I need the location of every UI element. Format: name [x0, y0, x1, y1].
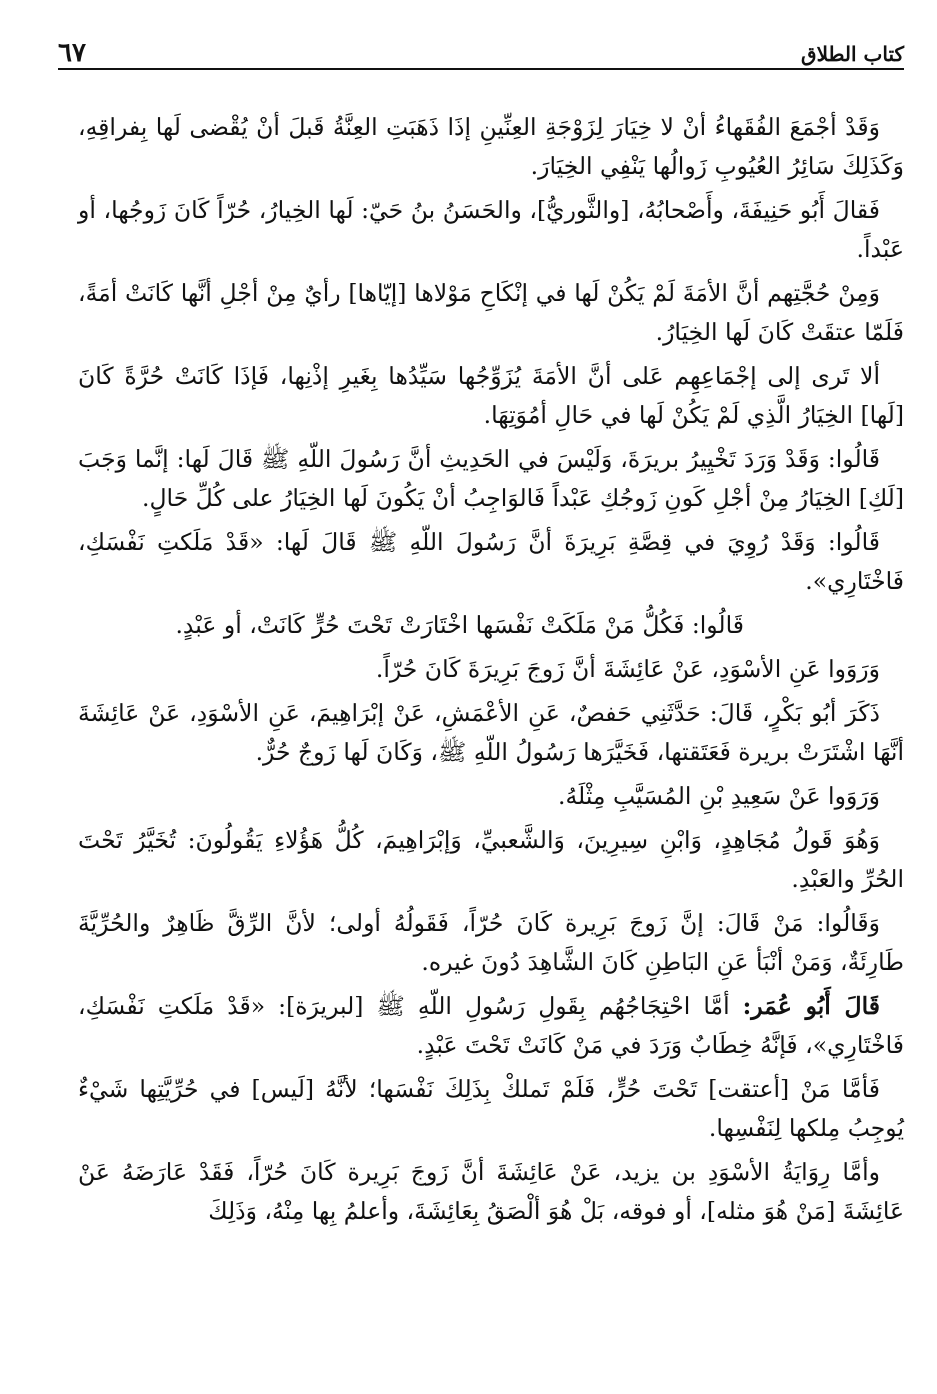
paragraph-text: قَالُوا: فَكُلُّ مَنْ مَلَكَتْ نَفْسَها اخْتَارَتْ تَحْتَ حُرٍّ كَانَتْ، أو عَبْدٍ. [175, 611, 744, 639]
paragraph-text: وَمِنْ حُجَّتِهم أنَّ الأمَةَ لَمْ يَكُنْ لَها في إنْكَاحِ مَوْلاها [إيّاها] رأيٌ مِنْ أجْلِ أنَّها كَانَتْ أمَةً، فَلَمّا عتقَتْ كَانَ لَها الخِيَارُ. [78, 279, 904, 346]
paragraph [78, 821, 904, 899]
header-rule [58, 68, 904, 70]
paragraph [78, 694, 904, 772]
paragraph-text: وَرَوَوا عَنْ سَعِيدِ بْنِ المُسَيَّبِ مِثْلَهُ. [557, 782, 880, 810]
paragraph [78, 1070, 904, 1148]
paragraph-text: ألا تَرى إلى إجْمَاعِهِم عَلى أنَّ الأمَةَ يُزَوِّجُها سَيِّدُها بِغَيرِ إذْنِها، فَإذَا كَانَتْ حُرَّةً كَانَ [لَها] الخِيَارُ الَّذِي لَمْ يَكُنْ لَها في حَالِ أمُوَتِهَا. [78, 362, 904, 429]
paragraph-text: وَرَوَوا عَنِ الأسْوَدِ، عَنْ عَائِشَةَ أنَّ زَوجَ بَرِيرَةَ كَانَ حُرّاً. [375, 655, 880, 683]
paragraph-text: وَقَالُوا: مَنْ قَالَ: إنَّ زَوجَ بَرِيرة كَانَ حُرّاً، فَقَولُهُ أولى؛ لأنَّ الرِّقَّ ظَاهِرٌ والحُرِّيَّةَ طَارِئَةٌ، وَمَنْ أنْبَأ عَنِ البَاطِنِ كَانَ الشَّاهِدَ دُونَ غيره. [78, 909, 904, 976]
page-number: ٦٧ [58, 38, 86, 68]
paragraph-text: قَالُوا: وَقَدْ وَرَدَ تَخْيِيرُ بريرَةَ، وَلَيْسَ في الحَدِيثِ أنَّ رَسُولَ اللّهِ ﷺ قَالَ لَها: إنَّما وَجَبَ [لَكِ] الخِيَارُ مِنْ أجْلِ كَونِ زَوجُكِ عَبْداً فَالوَاجِبُ أنْ يَكُونَ لَها الخِيَارُ على كُلِّ حَالٍ. [78, 445, 904, 512]
paragraph [78, 274, 904, 352]
running-header [58, 38, 904, 78]
body-text [78, 108, 904, 1236]
paragraph-text: ذَكَرَ أبُو بَكْرٍ، قَالَ: حَدَّثَنِي حَفصٌ، عَنِ الأعْمَشِ، عَنْ إبْرَاهِيمَ، عَنِ الأسْوَدِ، عَنْ عَائِشَةَ أنَّهَا اشْتَرَتْ بريرة فَعَتَقتها، فَخَيَّرَها رَسُولُ اللّهِ ﷺ، وَكَانَ لَها زَوجٌ حُرٌّ. [78, 699, 904, 766]
paragraph-text: أمَّا احْتِجَاجُهُم بِقَولِ رَسُولِ اللّهِ ﷺ [لبريرَة]: «قَدْ مَلَكتِ نَفْسَكِ، فَاخْتَارِي»، فَإنَّهُ خِطَابٌ وَرَدَ في مَنْ كَانَتْ تَحْتَ عَبْدٍ. [78, 992, 904, 1059]
paragraph [78, 108, 904, 186]
paragraph-text: قَالُوا: وَقَدْ رُوِيَ في قِصَّةِ بَرِيرَةَ أنَّ رَسُولَ اللّهِ ﷺ قَالَ لَها: «قَدْ مَلَكتِ نَفْسَكِ، فَاخْتَارِي». [78, 528, 904, 595]
paragraph [78, 357, 904, 435]
paragraph [78, 777, 904, 816]
paragraph-text: فَأمَّا مَنْ [أعتقت] تَحْتَ حُرٍّ، فَلَمْ تَملكْ بِذَلِكَ نَفْسَها؛ لأنَّهُ [لَيس] في حُرِّيَّتِها شَيْءٌ يُوجِبُ مِلكها لِنَفْسِها. [78, 1075, 904, 1142]
paragraph [78, 1153, 904, 1231]
paragraph-text: وَقَدْ أجْمَعَ الفُقَهاءُ أنْ لا خِيَارَ لِزَوْجَةِ العِنِّينِ إذَا ذَهَبَتِ العِنَّةُ قَبلَ أنْ يُقْضى لَها بِفراقِهِ، وَكَذَلِكَ سَائِرُ العُيُوبِ زَوالُها يَنْفِي الخِيَارَ. [78, 113, 904, 180]
paragraph-text: وَهُوَ قَولُ مُجَاهِدٍ، وَابْنِ سِيرِينَ، وَالشَّعبيِّ، وَإبْرَاهِيمَ، كُلُّ هَؤُلاءِ يَقُولُونَ: تُخَيَّرُ تَحْتَ الحُرِّ والعَبْدِ. [78, 826, 904, 893]
paragraph [78, 191, 904, 269]
paragraph [78, 440, 904, 518]
paragraph [78, 523, 904, 601]
paragraph-lead: قَالَ أَبُو عُمَر: [742, 992, 880, 1020]
paragraph [78, 606, 904, 645]
paragraph-text: وأمَّا رِوَايَةُ الأسْوَدِ بن يزيد، عَنْ عَائِشَةَ أنَّ زَوجَ بَرِيرة كَانَ حُرّاً، فَقَدْ عَارَضَهُ عَنْ عَائِشَةَ [مَنْ هُوَ مثله]، أو فوقه، بَلْ هُوَ ألْصَقُ بِعَائِشَةَ، وأعلمُ بِها مِنْهُ، وَذَلِكَ [78, 1158, 904, 1225]
book-title: كتاب الطلاق [801, 42, 904, 66]
paragraph-text: فَقالَ أَبُو حَنِيفَةَ، وأَصْحابُهُ، [والثَّوريُّ]، والحَسَنُ بنُ حَيّ: لَها الخِيارُ، حُرّاً كَانَ زَوجُها، أو عَبْداً. [78, 196, 904, 263]
paragraph [78, 650, 904, 689]
paragraph [78, 904, 904, 982]
paragraph [78, 987, 904, 1065]
